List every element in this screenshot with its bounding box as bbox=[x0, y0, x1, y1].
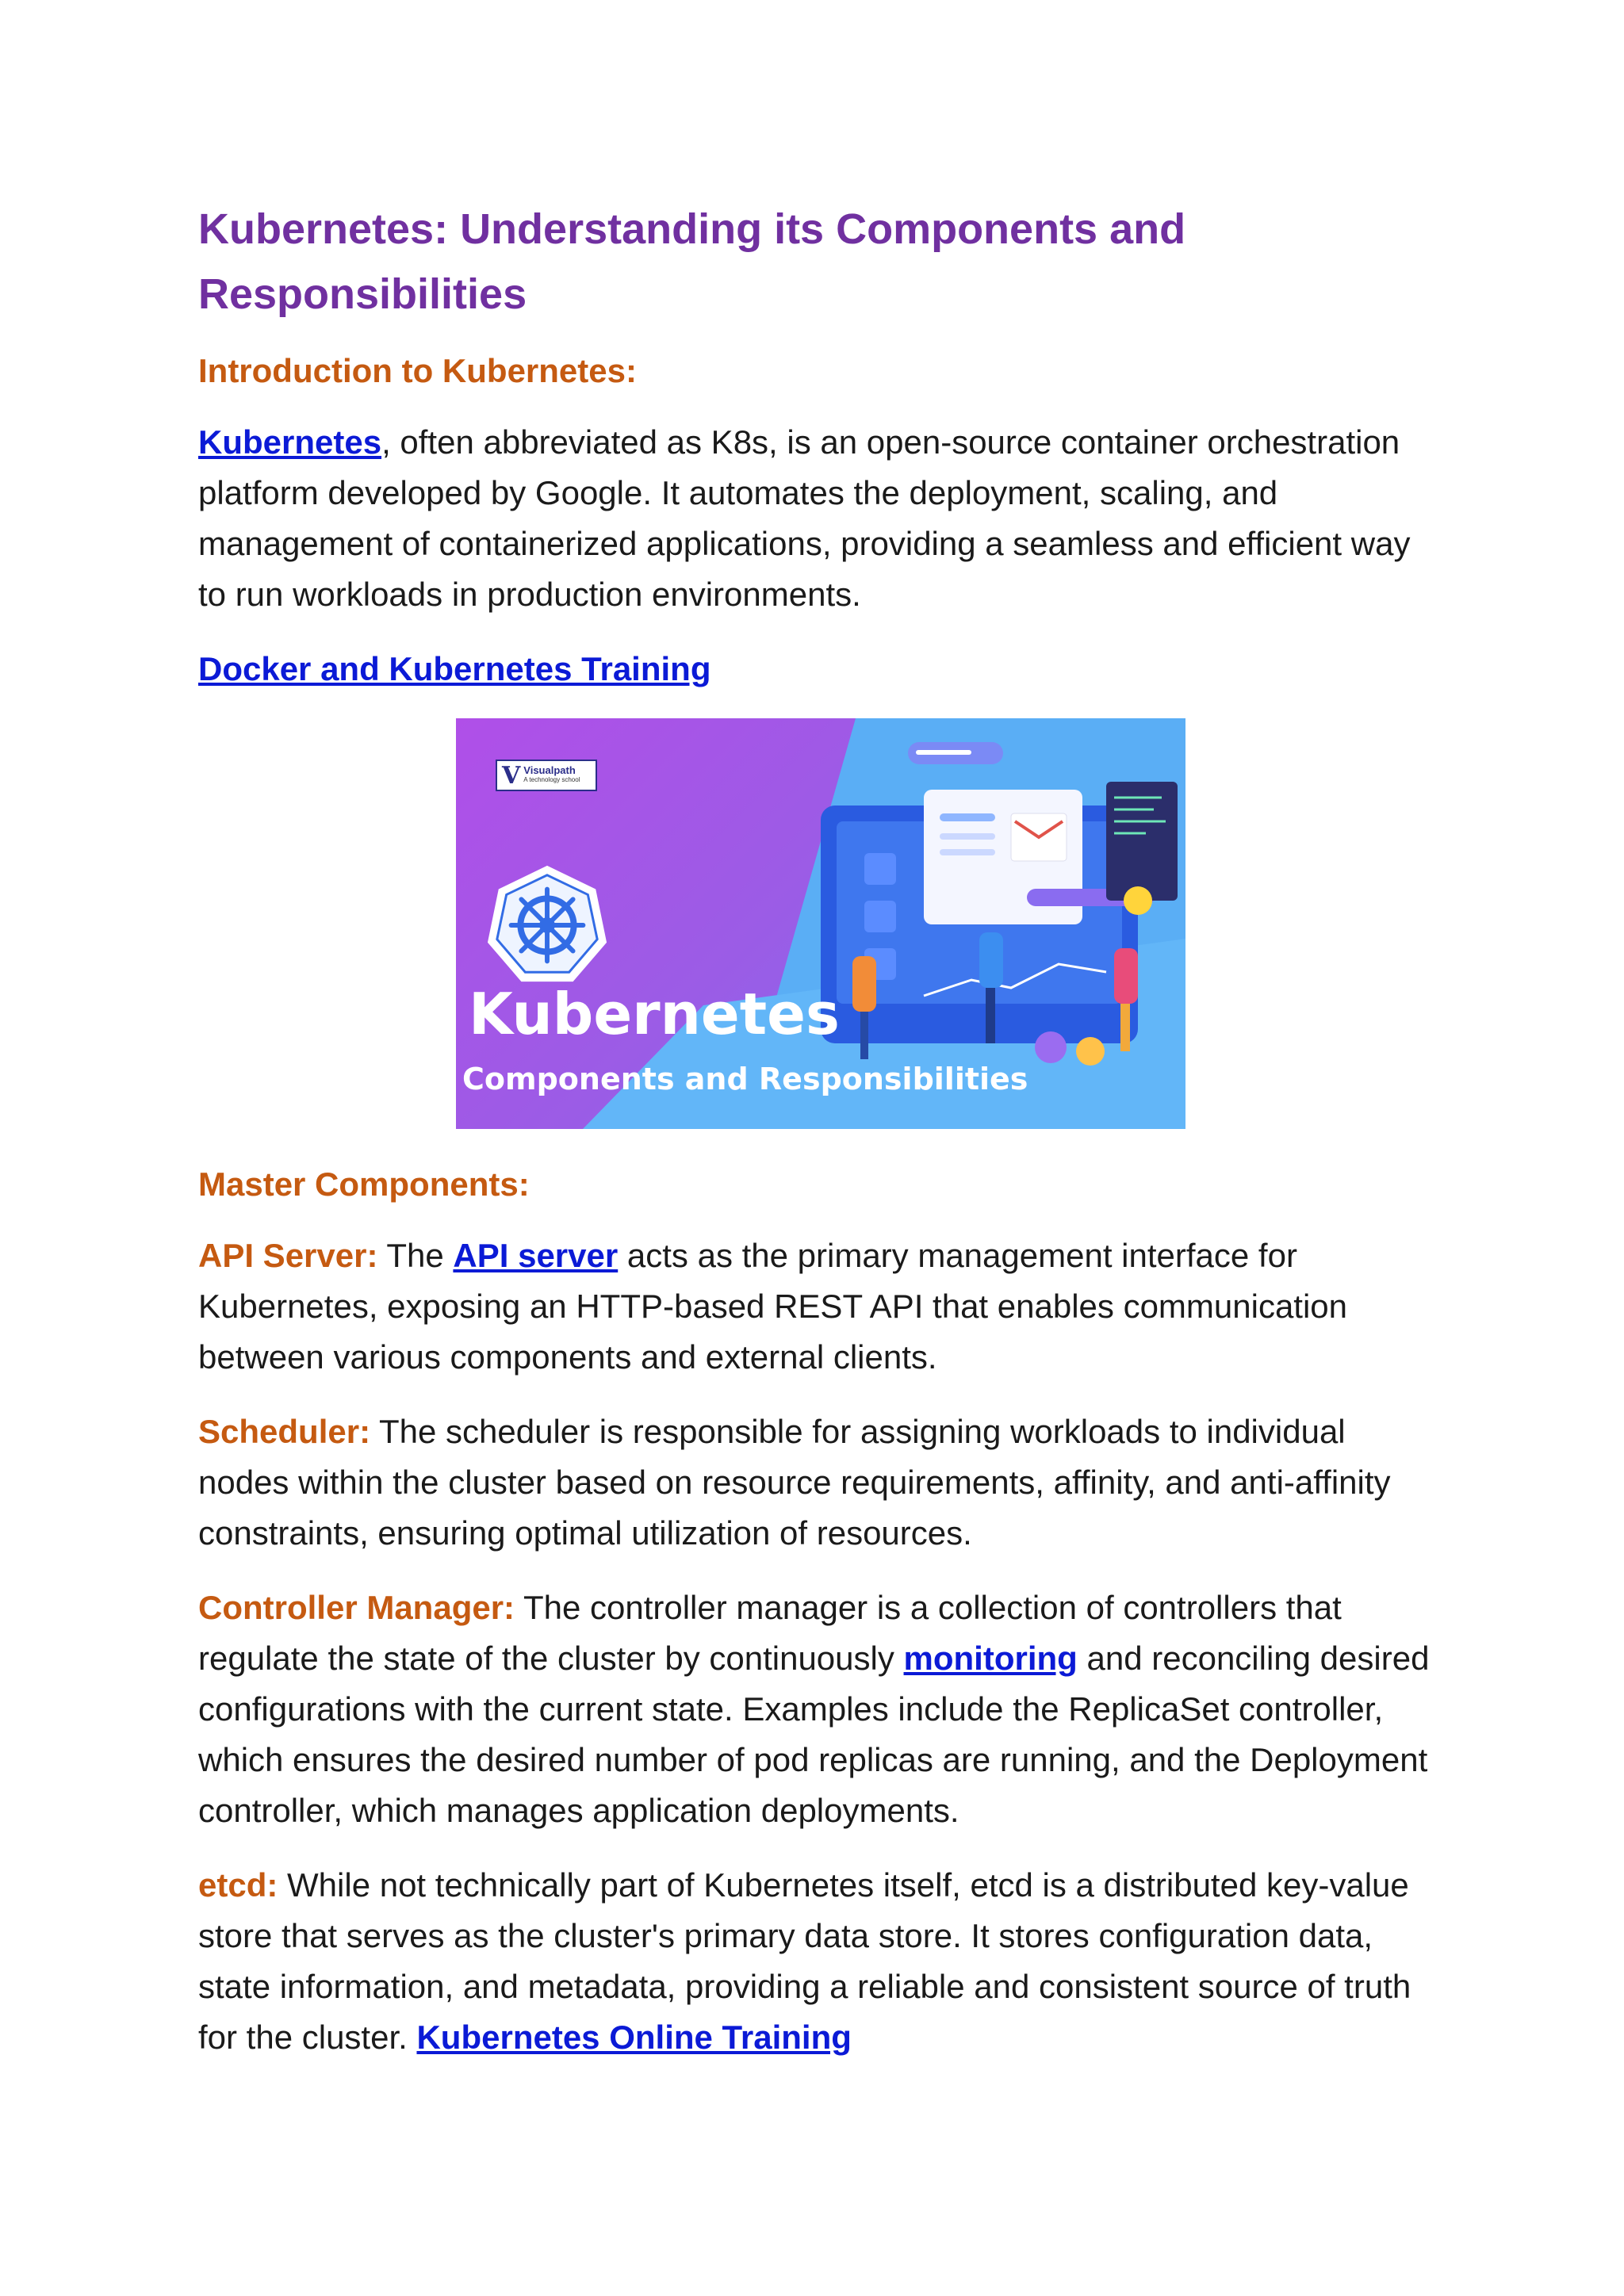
etcd-paragraph: etcd: While not technically part of Kubernetes itself, etcd is a distributed key-value store that serves as the cluster's primary data store. It stores configuration data, state information, and metadata, providing a reliable and consistent source of truth for the cluster. Kubernetes Online Training bbox=[198, 1866, 1411, 2056]
visualpath-logo-mark: V bbox=[502, 761, 521, 790]
scheduler-label: Scheduler: bbox=[198, 1413, 371, 1450]
visualpath-logo-tagline: A technology school bbox=[523, 776, 580, 783]
visualpath-logo-text: Visualpath bbox=[523, 764, 576, 776]
kubernetes-banner-image bbox=[456, 718, 1185, 1129]
banner-heading: Kubernetes bbox=[469, 981, 840, 1047]
etcd-label: etcd: bbox=[198, 1866, 278, 1904]
kubernetes-link[interactable]: Kubernetes bbox=[198, 423, 382, 461]
dashboard-illustration bbox=[789, 734, 1185, 1115]
docker-kubernetes-training-link[interactable]: Docker and Kubernetes Training bbox=[198, 650, 711, 687]
api-server-label: API Server: bbox=[198, 1237, 378, 1274]
controller-manager-label: Controller Manager: bbox=[198, 1589, 515, 1626]
master-components-heading: Master Components: bbox=[198, 1165, 530, 1203]
scheduler-paragraph: Scheduler: The scheduler is responsible for assigning workloads to individual nodes within the cluster based on resource requirements, affinity, and anti-affinity constraints, ensuring optimal utilization of resources. bbox=[198, 1413, 1391, 1552]
document-body bbox=[198, 197, 1435, 2087]
api-server-paragraph: API Server: The API server acts as the primary management interface for Kubernetes, exposing an HTTP-based REST API that enables communication between various components and external clients. bbox=[198, 1237, 1348, 1376]
page-title: Kubernetes: Understanding its Components and Responsibilities bbox=[198, 205, 1186, 318]
kubernetes-helm-icon bbox=[485, 861, 610, 986]
controller-manager-paragraph: Controller Manager: The controller manager is a collection of controllers that regulate the state of the cluster by continuously monitoring and reconciling desired configurations with the current state. Examples include the ReplicaSet controller, which ensures the desired number of pod replicas are running, and the Deployment controller, which manages application deployments. bbox=[198, 1589, 1430, 1829]
intro-paragraph bbox=[198, 417, 1435, 620]
api-server-link[interactable]: API server bbox=[453, 1237, 619, 1274]
visualpath-logo bbox=[496, 760, 597, 791]
monitoring-link[interactable]: monitoring bbox=[903, 1640, 1078, 1677]
intro-text: , often abbreviated as K8s, is an open-source container orchestration platform developed by Google. It automates the deployment, scaling, and management of containerized applications, providing a seamless and efficient way to run workloads in production environments. bbox=[198, 423, 1411, 613]
intro-heading: Introduction to Kubernetes: bbox=[198, 352, 637, 389]
training-link-line bbox=[198, 644, 1435, 695]
banner-subheading: Components and Responsibilities bbox=[462, 1062, 1028, 1096]
kubernetes-online-training-link[interactable]: Kubernetes Online Training bbox=[416, 2019, 852, 2056]
